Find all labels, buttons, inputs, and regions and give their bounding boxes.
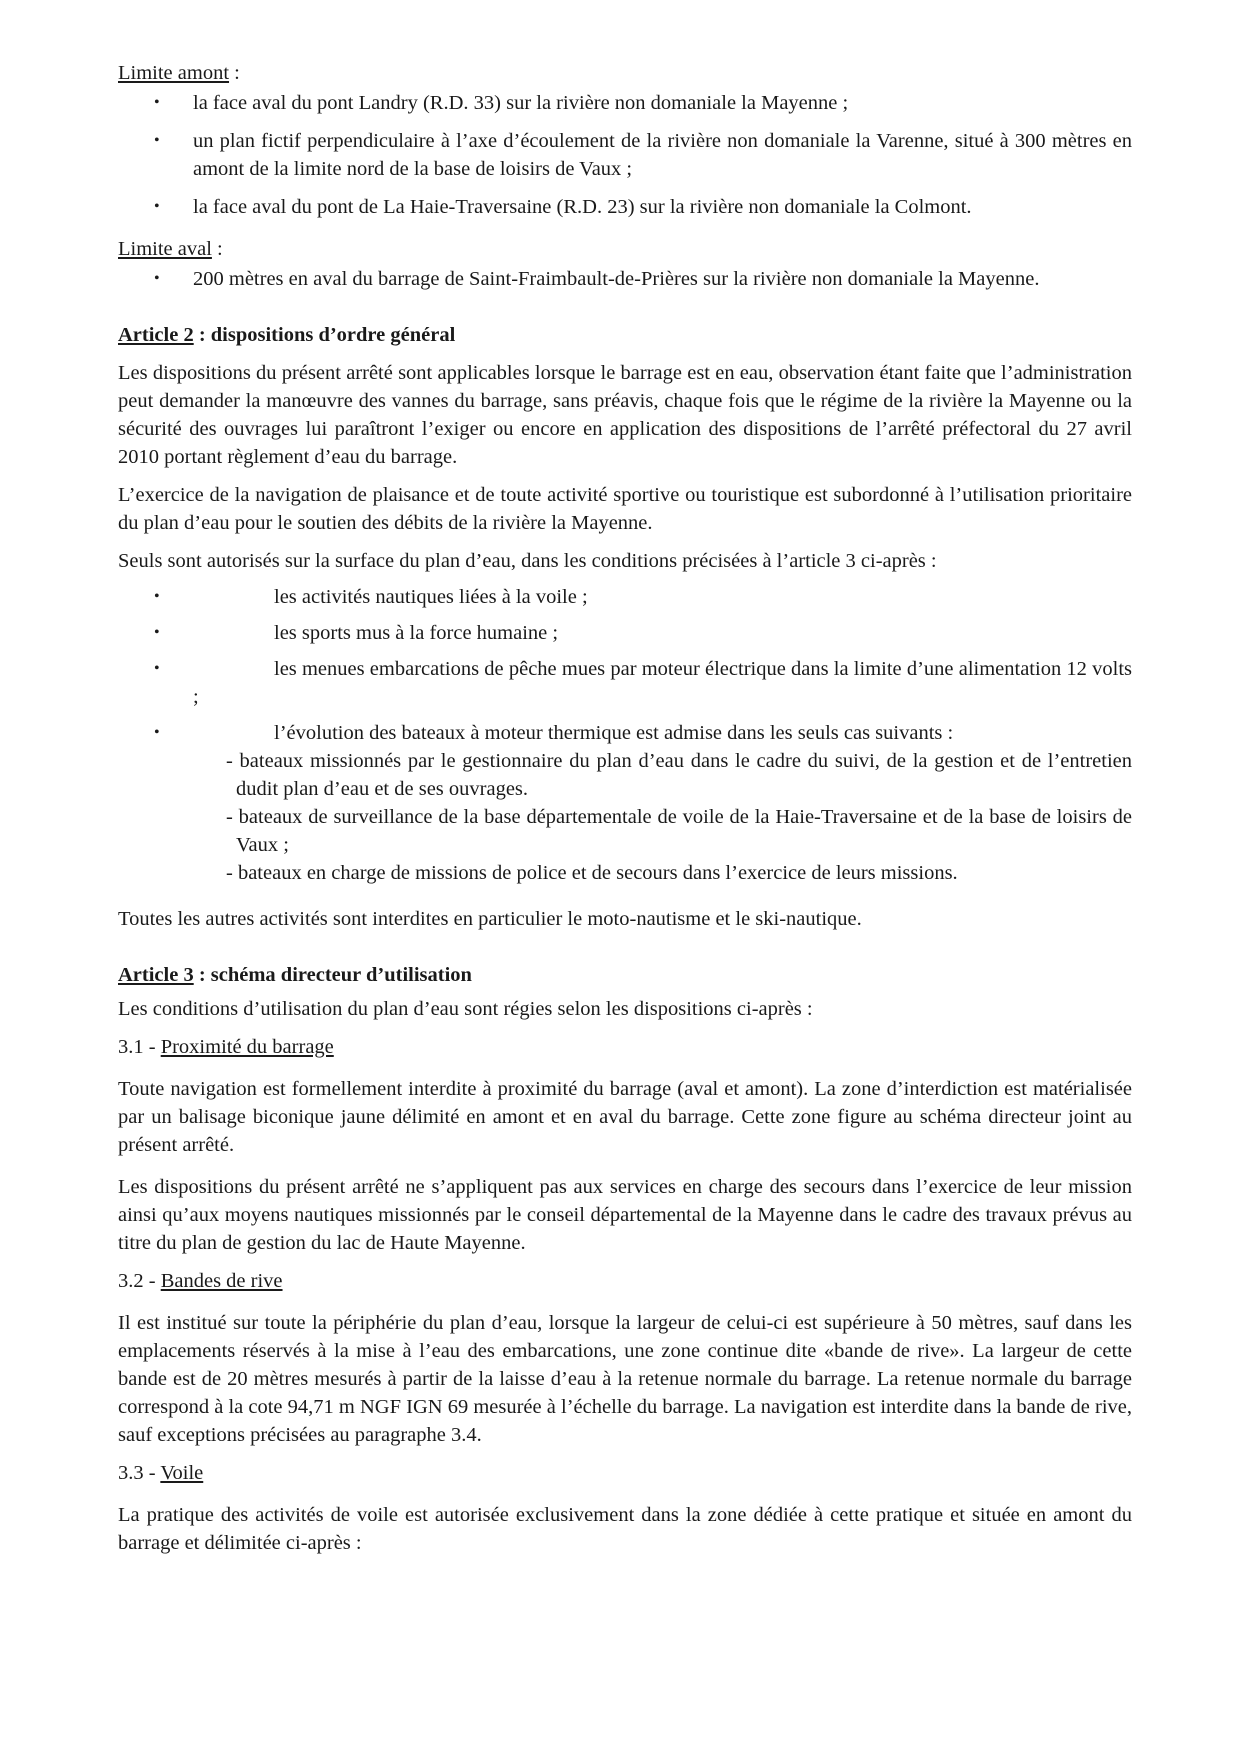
upstream-limit-list [118,89,1132,221]
bullet-icon: • [154,624,160,641]
bullet-icon: • [154,132,160,149]
article-2-paragraph-2: L’exercice de la navigation de plaisance et de toute activité sportive ou touristique est subordonné à l’utilisation prioritaire du plan d’eau pour le soutien des débits de la rivière la Mayenne. [118,484,1132,534]
upstream-limit-heading: Limite amont : [118,62,240,84]
list-item: • 200 mètres en aval du barrage de Saint-Fraimbault-de-Prières sur la rivière non domaniale la Mayenne. [118,265,1132,293]
section-3-1-heading: 3.1 - Proximité du barrage [118,1036,334,1058]
section-3-2-paragraph-1: Il est institué sur toute la périphérie du plan d’eau, lorsque la largeur de celui-ci est supérieure à 50 mètres, sauf dans les emplacements réservés à la mise à l’eau des embarcations, une zone continue dite «bande de rive». La largeur de cette bande est de 20 mètres mesurés à partir de la laisse d’eau à la retenue normale du barrage. La retenue normale du barrage correspond à la cote 94,71 m NGF IGN 69 mesurée à l’échelle du barrage. La navigation est interdite dans la bande de rive, sauf exceptions précisées au paragraphe 3.4. [118,1312,1132,1446]
section-3-3-title: Voile [160,1462,204,1484]
list-item: • l’évolution des bateaux à moteur thermique est admise dans les seuls cas suivants : [118,719,1132,747]
article-2-title: : dispositions d’ordre général [193,324,456,346]
downstream-limit-label: Limite aval [118,238,212,260]
document-body [118,59,1132,1557]
article-3-number: Article 3 [118,964,194,986]
list-item: - bateaux en charge de missions de police et de secours dans l’exercice de leurs missions. [226,862,958,884]
downstream-limit-heading: Limite aval : [118,238,223,260]
list-item: • la face aval du pont Landry (R.D. 33) sur la rivière non domaniale la Mayenne ; [118,89,1132,117]
list-item: - bateaux de surveillance de la base départementale de voile de la Haie-Traversaine et de la base de loisirs de Vaux ; [226,806,1132,856]
list-item: • la face aval du pont de La Haie-Traversaine (R.D. 23) sur la rivière non domaniale la Colmont. [118,193,1132,221]
list-item: - bateaux missionnés par le gestionnaire du plan d’eau dans le cadre du suivi, de la gestion et de l’entretien dudit plan d’eau et de ses ouvrages. [226,750,1132,800]
bullet-icon: • [154,198,160,215]
section-3-2-title: Bandes de rive [160,1270,283,1292]
article-2-paragraph-4: Toutes les autres activités sont interdites en particulier le moto-nautisme et le ski-nautique. [118,908,862,930]
article-2-heading [118,321,1132,349]
bullet-icon: • [154,588,160,605]
section-3-1-paragraph-2: Les dispositions du présent arrêté ne s’appliquent pas aux services en charge des secours dans l’exercice de leur mission ainsi qu’aux moyens nautiques missionnés par le conseil départemental de la Mayenne dans le cadre des travaux prévus au titre du plan de gestion du lac de Haute Mayenne. [118,1176,1132,1254]
article-2-number: Article 2 [118,324,194,346]
section-3-2-heading: 3.2 - Bandes de rive [118,1270,283,1292]
article-3-intro: Les conditions d’utilisation du plan d’eau sont régies selon les dispositions ci-après : [118,998,813,1020]
section-3-3-heading: 3.3 - Voile [118,1462,204,1484]
section-3-3-paragraph-1: La pratique des activités de voile est autorisée exclusivement dans la zone dédiée à cette pratique et située en amont du barrage et délimitée ci-après : [118,1504,1132,1554]
section-3-1-title: Proximité du barrage [160,1036,334,1058]
motor-boat-exceptions [118,747,1132,887]
list-item: • un plan fictif perpendiculaire à l’axe d’écoulement de la rivière non domaniale la Varenne, situé à 300 mètres en amont de la limite nord de la base de loisirs de Vaux ; [118,127,1132,183]
list-item: • les sports mus à la force humaine ; [118,619,1132,647]
article-3-title: : schéma directeur d’utilisation [193,964,472,986]
bullet-icon: • [154,94,160,111]
bullet-icon: • [154,724,160,741]
bullet-icon: • [154,660,160,677]
article-3-heading [118,961,1132,989]
upstream-limit-label: Limite amont [118,62,230,84]
authorized-activities-list [118,583,1132,747]
downstream-limit-list [118,265,1132,293]
article-2-paragraph-3: Seuls sont autorisés sur la surface du plan d’eau, dans les conditions précisées à l’article 3 ci-après : [118,550,937,572]
list-item: • les menues embarcations de pêche mues par moteur électrique dans la limite d’une alimentation 12 volts ; [118,655,1132,711]
article-2-paragraph-1: Les dispositions du présent arrêté sont applicables lorsque le barrage est en eau, observation étant faite que l’administration peut demander la manœuvre des vannes du barrage, sans préavis, chaque fois que le régime de la rivière la Mayenne ou la sécurité des ouvrages lui paraîtront l’exiger ou encore en application des dispositions de l’arrêté préfectoral du 27 avril 2010 portant règlement d’eau du barrage. [118,362,1132,468]
list-item: • les activités nautiques liées à la voile ; [118,583,1132,611]
section-3-1-paragraph-1: Toute navigation est formellement interdite à proximité du barrage (aval et amont). La zone d’interdiction est matérialisée par un balisage biconique jaune délimité en amont et en aval du barrage. Cette zone figure au schéma directeur joint au présent arrêté. [118,1078,1132,1156]
bullet-icon: • [154,270,160,287]
